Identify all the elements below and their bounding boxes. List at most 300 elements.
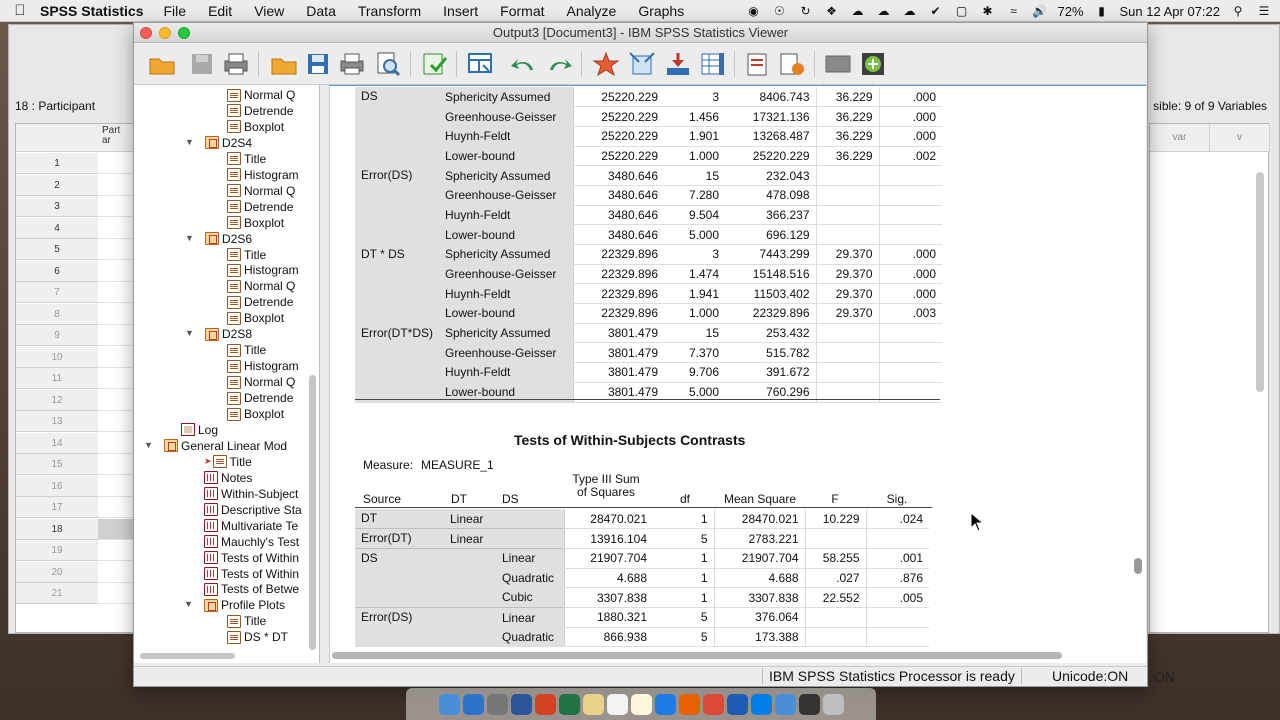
outline-item[interactable] — [227, 119, 284, 135]
table-row — [355, 87, 942, 107]
outline-item[interactable] — [227, 294, 293, 310]
close-window-button[interactable] — [140, 27, 152, 39]
df-cell: 5 — [653, 607, 714, 627]
outline-item[interactable] — [204, 502, 302, 518]
cloud-icon[interactable]: ☁ — [851, 4, 864, 18]
minimize-window-button[interactable] — [159, 27, 171, 39]
outline-item-label: Tests of Betwe — [221, 582, 300, 597]
header-mean-square: Mean Square — [723, 492, 797, 506]
data-grid[interactable] — [15, 123, 139, 633]
contrasts-table — [355, 509, 929, 647]
source-cell: DT — [355, 509, 444, 529]
book-icon — [204, 599, 218, 612]
outline-item-label: Notes — [221, 470, 253, 485]
menu-insert[interactable]: Insert — [443, 2, 479, 19]
designate-window-icon[interactable] — [742, 48, 774, 80]
outline-item[interactable] — [164, 438, 287, 454]
ss-cell: 3307.838 — [564, 588, 653, 608]
ms-cell: 2783.221 — [714, 529, 805, 549]
row-number[interactable]: 7 — [16, 282, 98, 303]
battery-percent: 72% — [1057, 3, 1084, 19]
value-cell: 366.237 — [725, 205, 816, 225]
row-number[interactable]: 8 — [16, 304, 98, 325]
document-icon — [227, 312, 241, 325]
data-grid-right[interactable] — [1149, 123, 1269, 633]
table-row — [355, 166, 942, 186]
row-number[interactable]: 14 — [16, 433, 98, 454]
menu-analyze[interactable]: Analyze — [566, 2, 617, 19]
correction-cell: Huynh-Feldt — [439, 126, 573, 146]
value-cell: 25220.229 — [573, 87, 664, 107]
row-number[interactable]: 1 — [16, 153, 98, 174]
df-cell: 1 — [653, 588, 714, 608]
value-cell: 15148.516 — [725, 264, 816, 284]
print-icon[interactable] — [220, 48, 252, 80]
disclosure-triangle-icon[interactable]: ▼ — [185, 232, 194, 243]
table-icon — [204, 535, 218, 548]
value-cell — [816, 363, 879, 383]
visible-variables: sible: 9 of 9 Variables — [1153, 99, 1267, 113]
safari-icon[interactable] — [775, 694, 796, 715]
value-cell: 7.370 — [664, 343, 725, 363]
outline-item-label: General Linear Mod — [181, 438, 288, 453]
goto-case-icon[interactable] — [590, 48, 622, 80]
source-cell: Error(DT) — [355, 529, 444, 549]
table-icon — [204, 503, 218, 516]
outline-item[interactable] — [204, 534, 299, 550]
outline-pane[interactable] — [134, 85, 320, 663]
menu-edit[interactable]: Edit — [208, 2, 233, 19]
value-cell: 3480.646 — [573, 205, 664, 225]
correction-cell: Sphericity Assumed — [439, 87, 573, 107]
row-number[interactable]: 9 — [16, 325, 98, 346]
table-row — [355, 343, 942, 363]
outline-item[interactable] — [205, 231, 252, 247]
sig-cell — [866, 529, 929, 549]
row-number[interactable]: 6 — [16, 261, 98, 282]
value-cell: .000 — [879, 126, 942, 146]
within-subjects-effects-table — [355, 87, 942, 403]
maximize-window-button[interactable] — [178, 27, 190, 39]
row-number[interactable]: 11 — [16, 368, 98, 389]
dt-cell — [444, 588, 496, 608]
row-number[interactable]: 15 — [16, 454, 98, 475]
ms-cell: 173.388 — [714, 627, 805, 647]
stickies-icon[interactable] — [631, 694, 652, 715]
outline-item[interactable] — [227, 215, 284, 231]
outline-item-label: Detrende — [244, 391, 294, 406]
value-cell: 36.229 — [816, 146, 879, 166]
skype-icon[interactable] — [463, 694, 484, 715]
value-cell: .002 — [879, 146, 942, 166]
document-icon — [227, 296, 241, 309]
row-number[interactable]: 18 — [16, 519, 98, 540]
outline-item[interactable] — [227, 374, 295, 390]
content-vertical-scrollbar[interactable] — [1134, 558, 1142, 574]
outline-item[interactable] — [204, 566, 299, 582]
correction-cell: Greenhouse-Geisser — [439, 107, 573, 127]
f-cell: 10.229 — [805, 509, 866, 529]
value-cell: 478.098 — [725, 185, 816, 205]
sig-cell — [866, 607, 929, 627]
table-row — [355, 588, 929, 608]
df-cell: 5 — [653, 627, 714, 647]
df-cell: 1 — [653, 509, 714, 529]
trash-icon[interactable] — [823, 694, 844, 715]
row-number[interactable]: 13 — [16, 411, 98, 432]
source-cell — [355, 568, 444, 588]
outline-item[interactable] — [204, 486, 298, 502]
wifi-icon[interactable]: ≈ — [1010, 4, 1017, 18]
value-cell: .000 — [879, 107, 942, 127]
powerpoint-icon[interactable] — [535, 694, 556, 715]
notes-icon[interactable] — [583, 694, 604, 715]
value-cell: 7443.299 — [725, 245, 816, 265]
value-cell: 25220.229 — [573, 146, 664, 166]
word-icon[interactable] — [511, 694, 532, 715]
source-cell: DS — [355, 548, 444, 568]
outline-item[interactable] — [227, 278, 295, 294]
table-row — [355, 529, 929, 549]
df-cell: 5 — [653, 529, 714, 549]
value-cell: 22329.896 — [573, 284, 664, 304]
contrasts-table-header — [355, 472, 932, 508]
value-cell: 5.000 — [664, 225, 725, 245]
value-cell: 3 — [664, 87, 725, 107]
spss-icon[interactable] — [727, 694, 748, 715]
outline-item-label: D2S4 — [222, 135, 253, 150]
print-output-icon[interactable] — [336, 48, 368, 80]
table-row — [355, 245, 942, 265]
document-icon — [227, 392, 241, 405]
source-cell: Error(DS) — [355, 166, 439, 245]
document-icon — [227, 615, 241, 628]
outline-item[interactable] — [181, 422, 218, 438]
launchpad-icon[interactable] — [487, 694, 508, 715]
folder-icon[interactable] — [799, 694, 820, 715]
outline-item-label: Title — [244, 151, 267, 166]
value-cell: 36.229 — [816, 87, 879, 107]
variables-icon[interactable] — [697, 48, 729, 80]
redo-icon[interactable] — [544, 48, 576, 80]
menu-transform[interactable]: Transform — [357, 2, 422, 19]
excel-icon[interactable] — [559, 694, 580, 715]
volume-icon[interactable]: 🔊 — [1032, 4, 1047, 18]
document-icon — [227, 89, 241, 102]
outline-item[interactable] — [227, 613, 266, 629]
calendar-icon[interactable] — [607, 694, 628, 715]
ms-cell: 3307.838 — [714, 588, 805, 608]
output-content-pane[interactable] — [329, 85, 1146, 663]
clock[interactable]: Sun 12 Apr 07:22 — [1119, 3, 1220, 19]
outline-item-label: Mauchly's Test — [221, 534, 300, 549]
row-number[interactable]: 17 — [16, 497, 98, 518]
value-cell — [879, 363, 942, 383]
row-number[interactable]: 21 — [16, 583, 98, 604]
screen-icon[interactable]: ▢ — [955, 4, 968, 18]
save-icon[interactable] — [302, 48, 334, 80]
outline-item[interactable] — [227, 358, 299, 374]
value-cell: 1.901 — [664, 126, 725, 146]
outline-item-label: Tests of Within — [221, 550, 300, 565]
open-file-icon[interactable] — [268, 48, 300, 80]
outline-item[interactable] — [204, 454, 252, 470]
outline-vertical-scrollbar[interactable] — [309, 375, 316, 650]
apple-menu-icon[interactable] — [0, 2, 40, 19]
ds-cell: Quadratic — [496, 627, 564, 647]
sync-icon[interactable]: ↻ — [800, 4, 811, 18]
row-number[interactable]: 2 — [16, 175, 98, 196]
app-menu[interactable]: SPSS Statistics — [40, 2, 144, 19]
document-icon — [227, 184, 241, 197]
source-cell: DT * DS — [355, 245, 439, 324]
table-row — [355, 304, 942, 324]
outline-item[interactable] — [227, 247, 266, 263]
book-icon — [164, 439, 178, 452]
document-icon — [227, 631, 241, 644]
correction-cell: Lower-bound — [439, 225, 573, 245]
var-column-header[interactable]: v — [1210, 124, 1270, 152]
save-disabled-icon[interactable] — [186, 48, 218, 80]
finder-icon[interactable] — [439, 694, 460, 715]
source-cell: Error(DS) — [355, 607, 444, 627]
outline-item[interactable] — [204, 581, 299, 597]
header-ds: DS — [502, 492, 519, 506]
table-row — [355, 225, 942, 245]
measure-value: MEASURE_1 — [421, 458, 494, 472]
battery-icon[interactable]: ▮ — [1098, 4, 1105, 18]
chrome-icon[interactable] — [703, 694, 724, 715]
outline-item[interactable] — [227, 199, 293, 215]
outlook-icon[interactable] — [655, 694, 676, 715]
value-cell: 25220.229 — [573, 126, 664, 146]
insert-cases-icon[interactable] — [662, 48, 694, 80]
dropbox-icon[interactable]: ❖ — [826, 4, 837, 18]
toolbar — [134, 43, 1147, 85]
outline-item-label: DS * DT — [244, 630, 289, 645]
value-cell: 15 — [664, 166, 725, 186]
header-df: df — [679, 492, 690, 506]
outline-item[interactable] — [227, 310, 284, 326]
outline-item[interactable] — [227, 103, 293, 119]
goto-variable-icon[interactable] — [626, 48, 658, 80]
correction-cell: Huynh-Feldt — [439, 205, 573, 225]
dt-cell: Linear — [444, 509, 496, 529]
dropbox-dock-icon[interactable] — [751, 694, 772, 715]
f-cell: .027 — [805, 568, 866, 588]
value-cell: 13268.487 — [725, 126, 816, 146]
creative-cloud-icon[interactable]: ☉ — [774, 4, 785, 18]
open-folder-icon[interactable] — [146, 48, 178, 80]
value-cell: 3801.479 — [573, 323, 664, 343]
menu-graphs[interactable]: Graphs — [638, 2, 685, 19]
document-icon — [227, 216, 241, 229]
ss-cell: 866.938 — [564, 627, 653, 647]
value-cell: 1.456 — [664, 107, 725, 127]
table-row — [355, 107, 942, 127]
outline-item[interactable] — [205, 326, 252, 342]
value-cell: .003 — [879, 304, 942, 324]
disclosure-triangle-icon[interactable]: ▼ — [185, 328, 194, 339]
value-cell — [879, 205, 942, 225]
outline-item-label: Title — [244, 247, 267, 262]
value-cell: 3 — [664, 245, 725, 265]
ms-cell: 21907.704 — [714, 548, 805, 568]
dt-cell — [444, 548, 496, 568]
contrasts-table-title: Tests of Within-Subjects Contrasts — [514, 432, 746, 448]
firefox-icon[interactable] — [679, 694, 700, 715]
row-number[interactable]: 16 — [16, 476, 98, 497]
source-cell: Error(DT*DS) — [355, 323, 439, 402]
row-number[interactable]: 4 — [16, 218, 98, 239]
value-cell: .000 — [879, 87, 942, 107]
value-cell — [879, 225, 942, 245]
value-cell: 696.129 — [725, 225, 816, 245]
outline-item[interactable] — [227, 167, 299, 183]
ds-cell: Linear — [496, 548, 564, 568]
disclosure-triangle-icon[interactable]: ▼ — [184, 599, 193, 610]
disclosure-triangle-icon[interactable]: ▼ — [185, 136, 194, 147]
output-viewer-window — [133, 22, 1148, 687]
outline-item-label: Profile Plots — [221, 598, 286, 613]
value-cell: 7.280 — [664, 185, 725, 205]
value-cell: 25220.229 — [573, 107, 664, 127]
ds-cell: Linear — [496, 607, 564, 627]
column-header-participant[interactable]: Part ar — [102, 125, 121, 146]
value-cell: 22329.896 — [573, 245, 664, 265]
ss-cell: 13916.104 — [564, 529, 653, 549]
ss-cell: 28470.021 — [564, 509, 653, 529]
outline-item[interactable] — [204, 597, 285, 613]
value-cell: 253.432 — [725, 323, 816, 343]
table-icon — [204, 519, 218, 532]
sig-cell: .024 — [866, 509, 929, 529]
row-number[interactable]: 12 — [16, 390, 98, 411]
outline-item[interactable] — [227, 183, 295, 199]
outline-item[interactable] — [204, 518, 298, 534]
value-cell: 391.672 — [725, 363, 816, 383]
document-icon — [227, 408, 241, 421]
outline-item-label: D2S8 — [222, 327, 253, 342]
table-row — [355, 363, 942, 383]
outline-item[interactable] — [204, 470, 252, 486]
content-horizontal-scrollbar[interactable] — [332, 652, 1062, 659]
ms-cell: 28470.021 — [714, 509, 805, 529]
menu-format[interactable]: Format — [500, 2, 545, 19]
value-cell: 1.941 — [664, 284, 725, 304]
script-icon[interactable] — [776, 48, 808, 80]
value-cell — [879, 343, 942, 363]
dt-cell — [444, 627, 496, 647]
disclosure-triangle-icon[interactable]: ▼ — [144, 439, 153, 450]
ms-cell: 376.064 — [714, 607, 805, 627]
outline-item[interactable] — [227, 342, 266, 358]
dt-cell — [444, 607, 496, 627]
outline-horizontal-scrollbar[interactable] — [140, 653, 235, 659]
table-row — [355, 607, 929, 627]
var-column-header[interactable]: var — [1150, 124, 1210, 152]
outline-item[interactable] — [227, 151, 266, 167]
outline-item-label: Boxplot — [244, 215, 285, 230]
row-number[interactable]: 10 — [16, 347, 98, 368]
value-cell: 36.229 — [816, 126, 879, 146]
notification-center-icon[interactable]: ☰ — [1258, 4, 1270, 18]
undo-icon[interactable] — [507, 48, 539, 80]
f-cell: 22.552 — [805, 588, 866, 608]
value-cell — [816, 343, 879, 363]
log-icon — [181, 423, 195, 436]
cloud-icon[interactable]: ☁ — [903, 4, 916, 18]
bluetooth-icon[interactable]: ✱ — [982, 4, 993, 18]
menu-view[interactable]: View — [254, 2, 285, 19]
record-icon[interactable]: ◉ — [748, 4, 759, 18]
add-output-icon[interactable] — [858, 48, 890, 80]
check-icon[interactable]: ✔ — [930, 4, 941, 18]
document-icon — [213, 455, 227, 468]
dock — [406, 688, 876, 720]
value-cell — [879, 323, 942, 343]
spotlight-search-icon[interactable]: ⚲ — [1233, 4, 1243, 18]
table-row — [355, 205, 942, 225]
row-number[interactable]: 3 — [16, 196, 98, 217]
ds-cell: Cubic — [496, 588, 564, 608]
correction-cell: Sphericity Assumed — [439, 323, 573, 343]
vertical-scrollbar[interactable] — [1256, 172, 1264, 392]
header-f: F — [831, 492, 839, 506]
outline-item[interactable] — [204, 550, 299, 566]
cloud-upload-icon[interactable]: ☁ — [877, 4, 890, 18]
source-cell — [355, 588, 444, 608]
outline-item-label: Normal Q — [244, 183, 296, 198]
ss-cell: 1880.321 — [564, 607, 653, 627]
export-icon[interactable] — [419, 48, 451, 80]
outline-item-label: Normal Q — [244, 375, 296, 390]
row-number[interactable]: 5 — [16, 239, 98, 260]
print-preview-icon[interactable] — [372, 48, 404, 80]
value-cell: 760.296 — [725, 382, 816, 402]
outline-item-label: Title — [244, 614, 267, 629]
goto-data-icon[interactable] — [465, 48, 497, 80]
outline-item[interactable] — [227, 629, 288, 645]
value-cell — [816, 166, 879, 186]
correction-cell: Greenhouse-Geisser — [439, 264, 573, 284]
outline-item[interactable] — [205, 135, 252, 151]
table-row — [355, 323, 942, 343]
value-cell: 36.229 — [816, 107, 879, 127]
table-row — [355, 627, 929, 647]
outline-item[interactable] — [227, 262, 299, 278]
outline-item[interactable] — [227, 87, 295, 103]
menu-data[interactable]: Data — [306, 2, 336, 19]
correction-cell: Huynh-Feldt — [439, 363, 573, 383]
dt-cell: Linear — [444, 529, 496, 549]
value-cell: 1.000 — [664, 304, 725, 324]
table-row — [355, 548, 929, 568]
value-cell: .000 — [879, 284, 942, 304]
outline-item[interactable] — [227, 406, 284, 422]
row-number[interactable]: 20 — [16, 562, 98, 583]
menu-file[interactable]: File — [163, 2, 187, 19]
f-cell — [805, 607, 866, 627]
correction-cell: Huynh-Feldt — [439, 284, 573, 304]
document-icon — [227, 200, 241, 213]
window-titlebar[interactable] — [134, 23, 1147, 43]
outline-item-label: Detrende — [244, 103, 294, 118]
row-number[interactable]: 19 — [16, 540, 98, 561]
outline-item[interactable] — [227, 390, 293, 406]
outline-item-label: Tests of Within — [221, 566, 300, 581]
show-hide-icon[interactable] — [822, 48, 854, 80]
